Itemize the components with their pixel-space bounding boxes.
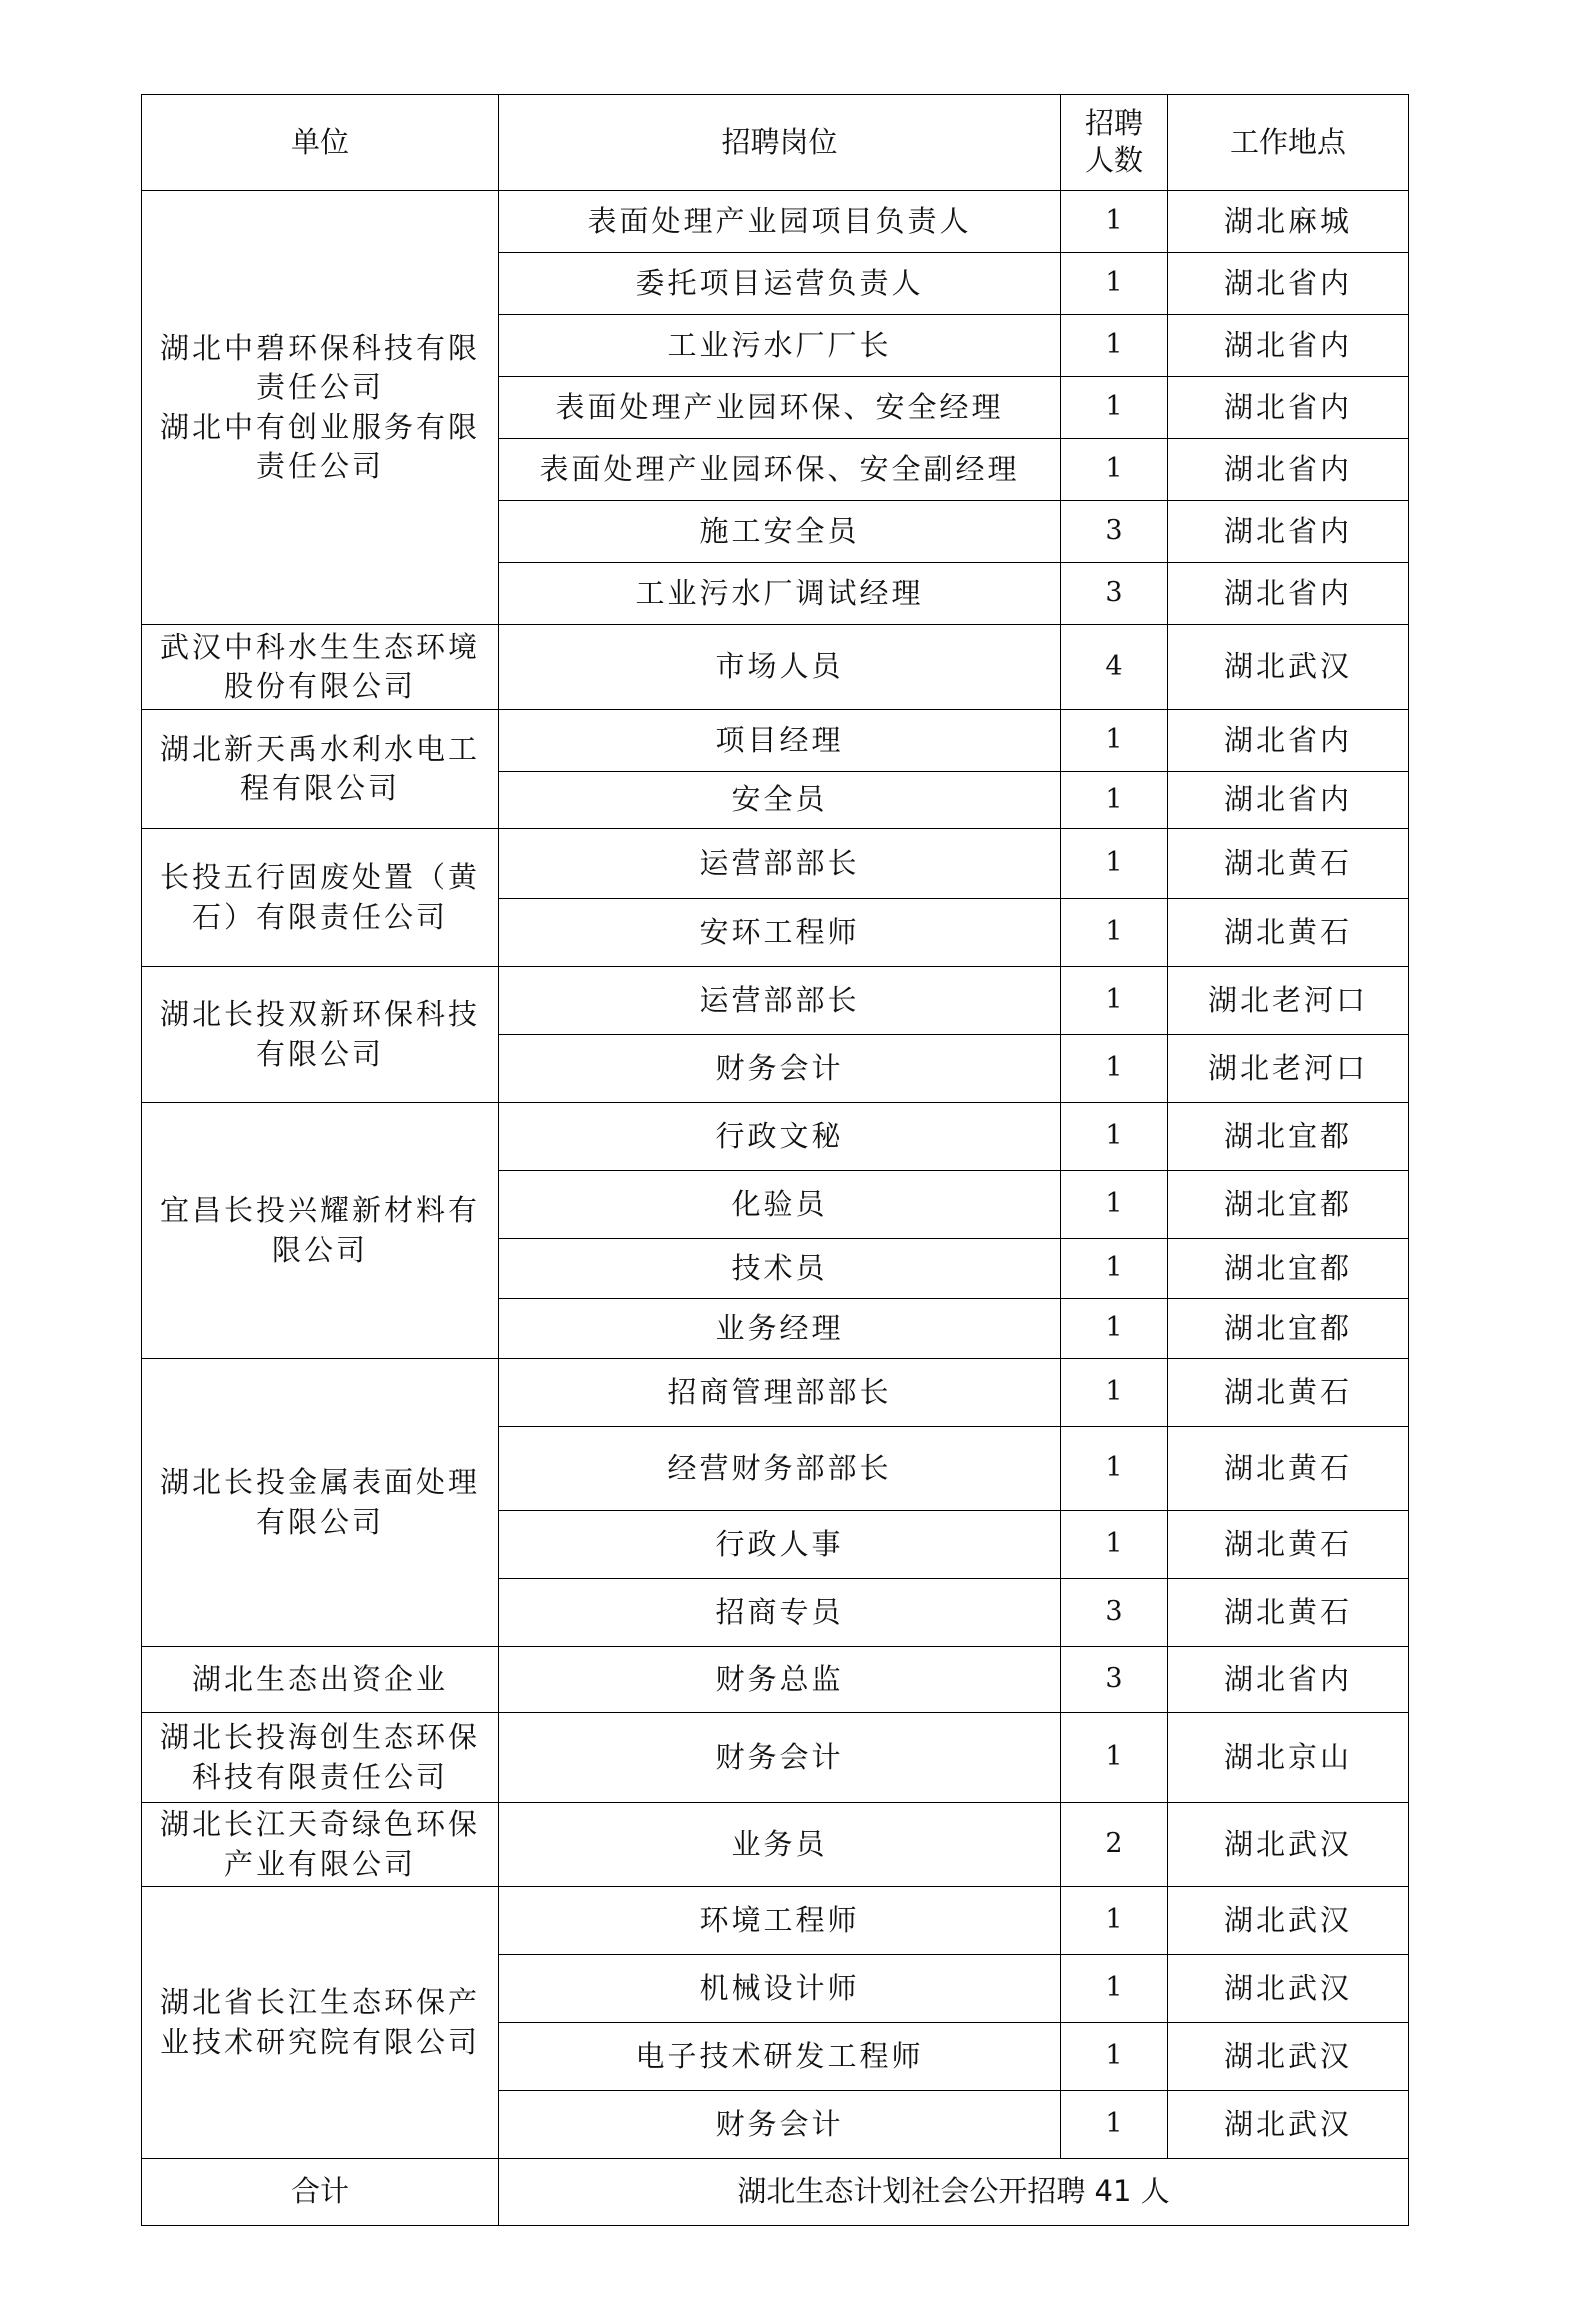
header-position: 招聘岗位	[499, 95, 1061, 191]
total-text: 湖北生态计划社会公开招聘 41 人	[499, 2159, 1409, 2226]
location-cell: 湖北老河口	[1168, 1035, 1409, 1103]
count-cell: 1	[1061, 2091, 1168, 2159]
unit-name: 湖北长江天奇绿色环保产业有限公司	[159, 1807, 480, 1881]
header-count-text: 招聘人数	[1084, 106, 1143, 177]
count-cell: 1	[1061, 315, 1168, 377]
location-cell: 湖北黄石	[1168, 1579, 1409, 1647]
location-cell: 湖北武汉	[1168, 2091, 1409, 2159]
location-cell: 湖北京山	[1168, 1713, 1409, 1803]
count-cell: 1	[1061, 710, 1168, 772]
unit-cell	[142, 1647, 499, 1713]
header-unit: 单位	[142, 95, 499, 191]
count-cell: 1	[1061, 1713, 1168, 1803]
unit-name: 湖北新天禹水利水电工程有限公司	[159, 731, 480, 805]
location-cell: 湖北武汉	[1168, 1803, 1409, 1887]
count-cell: 3	[1061, 1647, 1168, 1713]
table-row	[142, 1103, 1409, 1171]
table-row	[142, 191, 1409, 253]
count-cell: 1	[1061, 439, 1168, 501]
location-cell: 湖北省内	[1168, 253, 1409, 315]
unit-cell	[142, 1803, 499, 1887]
location-cell: 湖北省内	[1168, 377, 1409, 439]
count-cell: 1	[1061, 2023, 1168, 2091]
count-cell: 1	[1061, 772, 1168, 829]
count-cell: 1	[1061, 1239, 1168, 1299]
count-cell: 4	[1061, 625, 1168, 710]
position-cell: 财务会计	[499, 1035, 1061, 1103]
unit-name: 湖北生态出资企业	[191, 1661, 448, 1696]
unit-cell	[142, 829, 499, 967]
location-cell: 湖北省内	[1168, 710, 1409, 772]
unit-name: 宜昌长投兴耀新材料有限公司	[159, 1193, 480, 1267]
count-cell: 2	[1061, 1803, 1168, 1887]
header-row	[142, 95, 1409, 191]
position-cell: 表面处理产业园环保、安全副经理	[499, 439, 1061, 501]
position-cell: 财务会计	[499, 1713, 1061, 1803]
position-cell: 施工安全员	[499, 501, 1061, 563]
unit-cell	[142, 710, 499, 829]
count-cell: 1	[1061, 191, 1168, 253]
count-cell: 1	[1061, 253, 1168, 315]
position-cell: 市场人员	[499, 625, 1061, 710]
location-cell: 湖北老河口	[1168, 967, 1409, 1035]
unit-name: 湖北中有创业服务有限责任公司	[159, 409, 480, 483]
table-row	[142, 1803, 1409, 1887]
location-cell: 湖北省内	[1168, 563, 1409, 625]
unit-cell	[142, 1887, 499, 2159]
unit-name: 湖北长投海创生态环保科技有限责任公司	[159, 1720, 480, 1794]
count-cell: 3	[1061, 501, 1168, 563]
recruitment-table	[141, 94, 1409, 2226]
location-cell: 湖北黄石	[1168, 1511, 1409, 1579]
table-row	[142, 967, 1409, 1035]
location-cell: 湖北宜都	[1168, 1103, 1409, 1171]
position-cell: 运营部部长	[499, 829, 1061, 899]
location-cell: 湖北黄石	[1168, 899, 1409, 967]
total-label: 合计	[142, 2159, 499, 2226]
header-location: 工作地点	[1168, 95, 1409, 191]
count-cell: 1	[1061, 1035, 1168, 1103]
position-cell: 安环工程师	[499, 899, 1061, 967]
table-row	[142, 1647, 1409, 1713]
count-cell: 1	[1061, 899, 1168, 967]
position-cell: 安全员	[499, 772, 1061, 829]
count-cell: 3	[1061, 563, 1168, 625]
location-cell: 湖北武汉	[1168, 1955, 1409, 2023]
table-row	[142, 1887, 1409, 1955]
position-cell: 技术员	[499, 1239, 1061, 1299]
position-cell: 业务员	[499, 1803, 1061, 1887]
position-cell: 业务经理	[499, 1299, 1061, 1359]
position-cell: 行政人事	[499, 1511, 1061, 1579]
position-cell: 表面处理产业园环保、安全经理	[499, 377, 1061, 439]
table-row	[142, 710, 1409, 772]
position-cell: 财务总监	[499, 1647, 1061, 1713]
position-cell: 运营部部长	[499, 967, 1061, 1035]
count-cell: 1	[1061, 967, 1168, 1035]
location-cell: 湖北武汉	[1168, 1887, 1409, 1955]
location-cell: 湖北黄石	[1168, 1359, 1409, 1427]
position-cell: 机械设计师	[499, 1955, 1061, 2023]
location-cell: 湖北黄石	[1168, 1427, 1409, 1511]
location-cell: 湖北省内	[1168, 315, 1409, 377]
location-cell: 湖北武汉	[1168, 625, 1409, 710]
unit-cell	[142, 1103, 499, 1359]
position-cell: 委托项目运营负责人	[499, 253, 1061, 315]
position-cell: 经营财务部部长	[499, 1427, 1061, 1511]
total-row	[142, 2159, 1409, 2226]
position-cell: 工业污水厂调试经理	[499, 563, 1061, 625]
position-cell: 项目经理	[499, 710, 1061, 772]
count-cell: 1	[1061, 1887, 1168, 1955]
position-cell: 化验员	[499, 1171, 1061, 1239]
table-row	[142, 625, 1409, 710]
location-cell: 湖北宜都	[1168, 1239, 1409, 1299]
location-cell: 湖北黄石	[1168, 829, 1409, 899]
header-count	[1061, 95, 1168, 191]
unit-name: 武汉中科水生生态环境股份有限公司	[159, 629, 480, 703]
unit-cell	[142, 967, 499, 1103]
count-cell: 1	[1061, 1299, 1168, 1359]
location-cell: 湖北省内	[1168, 772, 1409, 829]
count-cell: 1	[1061, 377, 1168, 439]
count-cell: 3	[1061, 1579, 1168, 1647]
location-cell: 湖北麻城	[1168, 191, 1409, 253]
table-body	[142, 191, 1409, 2159]
position-cell: 表面处理产业园项目负责人	[499, 191, 1061, 253]
count-cell: 1	[1061, 1955, 1168, 2023]
count-cell: 1	[1061, 1511, 1168, 1579]
count-cell: 1	[1061, 1103, 1168, 1171]
table-row	[142, 1713, 1409, 1803]
unit-name: 长投五行固废处置（黄石）有限责任公司	[159, 860, 480, 934]
unit-name: 湖北长投金属表面处理有限公司	[159, 1465, 480, 1539]
unit-cell	[142, 1713, 499, 1803]
unit-cell	[142, 1359, 499, 1647]
unit-cell	[142, 191, 499, 625]
unit-name: 湖北长投双新环保科技有限公司	[159, 997, 480, 1071]
location-cell: 湖北宜都	[1168, 1171, 1409, 1239]
position-cell: 环境工程师	[499, 1887, 1061, 1955]
unit-name: 湖北中碧环保科技有限责任公司	[159, 331, 480, 405]
location-cell: 湖北省内	[1168, 1647, 1409, 1713]
count-cell: 1	[1061, 1359, 1168, 1427]
count-cell: 1	[1061, 1171, 1168, 1239]
location-cell: 湖北省内	[1168, 439, 1409, 501]
count-cell: 1	[1061, 1427, 1168, 1511]
unit-name: 湖北省长江生态环保产业技术研究院有限公司	[159, 1985, 480, 2059]
position-cell: 招商专员	[499, 1579, 1061, 1647]
table-row	[142, 829, 1409, 899]
location-cell: 湖北省内	[1168, 501, 1409, 563]
location-cell: 湖北武汉	[1168, 2023, 1409, 2091]
position-cell: 工业污水厂厂长	[499, 315, 1061, 377]
location-cell: 湖北宜都	[1168, 1299, 1409, 1359]
position-cell: 招商管理部部长	[499, 1359, 1061, 1427]
position-cell: 电子技术研发工程师	[499, 2023, 1061, 2091]
position-cell: 行政文秘	[499, 1103, 1061, 1171]
position-cell: 财务会计	[499, 2091, 1061, 2159]
table-row	[142, 1359, 1409, 1427]
count-cell: 1	[1061, 829, 1168, 899]
unit-cell	[142, 625, 499, 710]
